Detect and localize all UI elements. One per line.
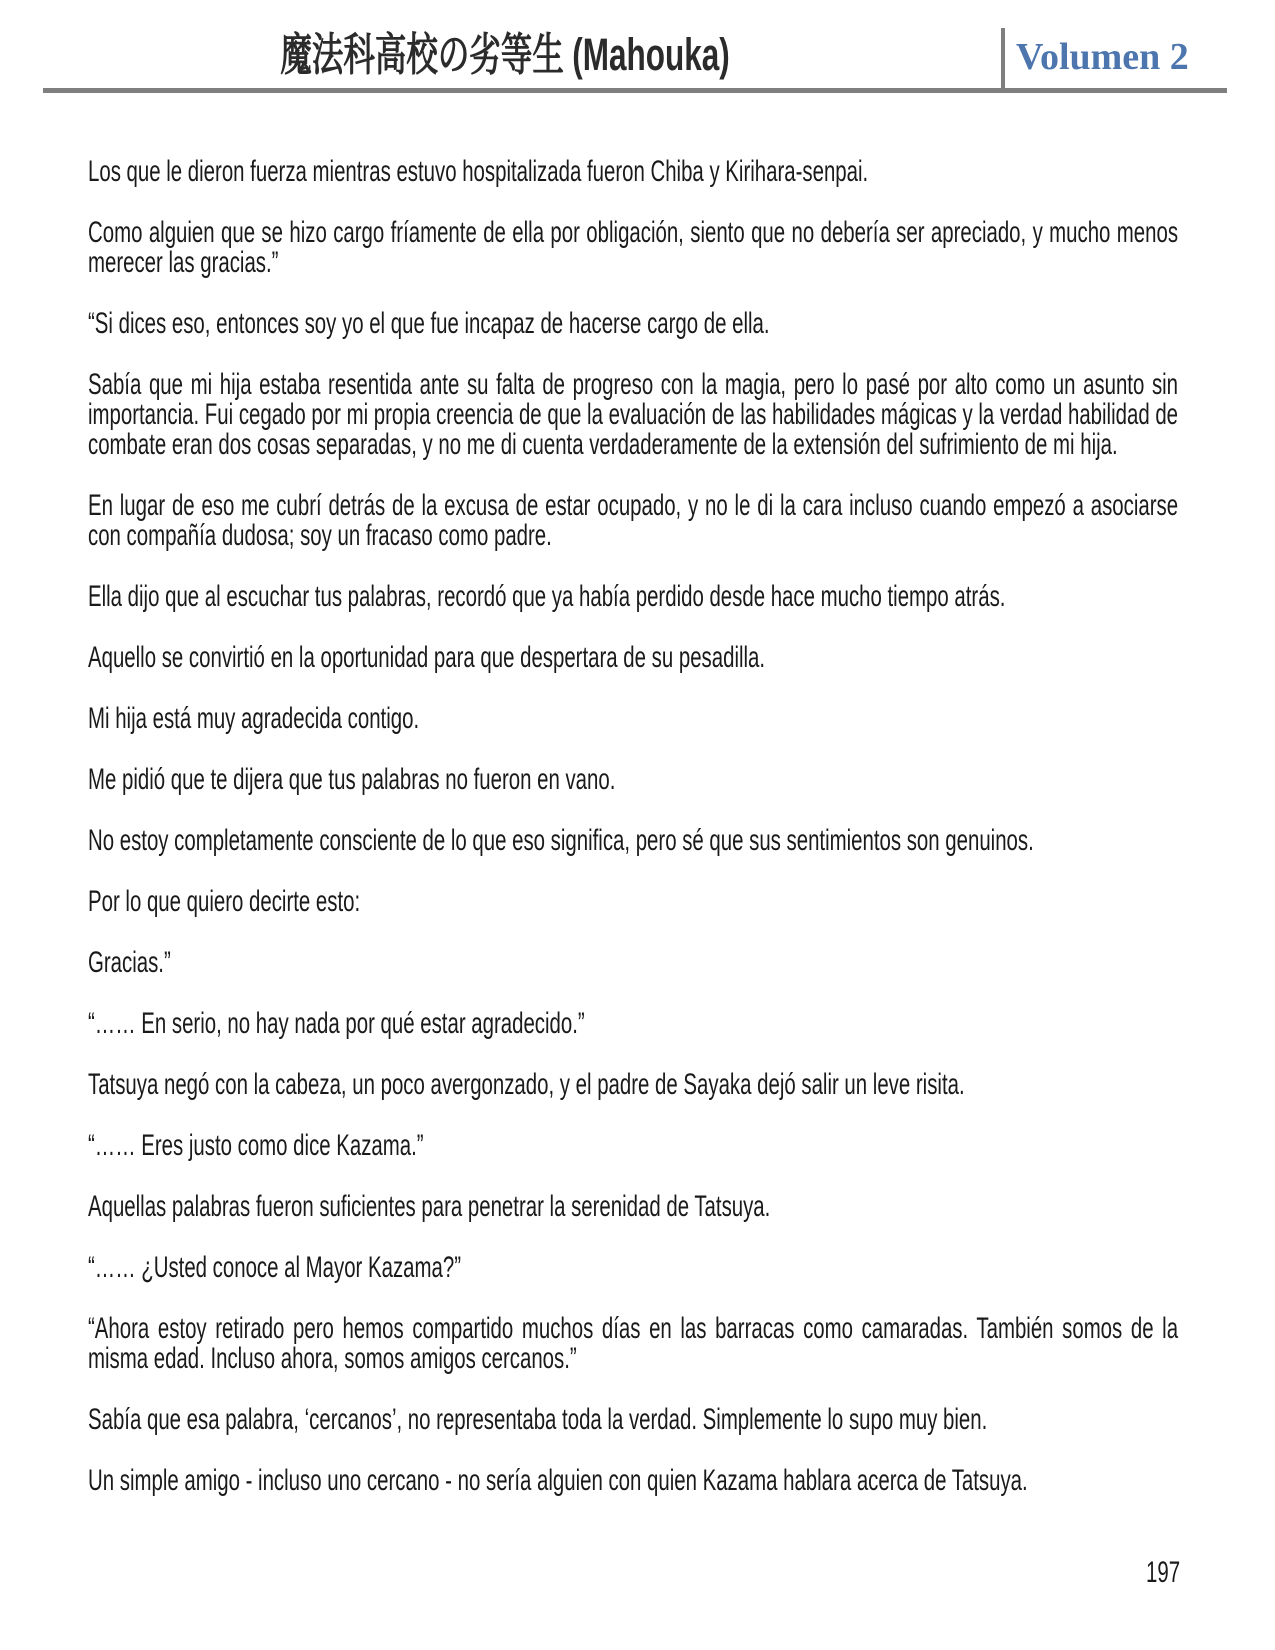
paragraph: Como alguien que se hizo cargo fríamente de ella por obligación, siento que no debería ser apreciado, y mucho menos merecer las gracias.”	[88, 216, 1179, 279]
paragraph: Aquellas palabras fueron suficientes para penetrar la serenidad de Tatsuya.	[88, 1190, 771, 1223]
paragraph: Los que le dieron fuerza mientras estuvo hospitalizada fueron Chiba y Kirihara-senpai.	[88, 155, 869, 188]
paragraph: “…… Eres justo como dice Kazama.”	[88, 1129, 424, 1162]
volume-label: Volumen 2	[1016, 36, 1189, 78]
paragraph: Tatsuya negó con la cabeza, un poco avergonzado, y el padre de Sayaka dejó salir un leve risita.	[88, 1068, 965, 1101]
title-romanized: (Mahouka)	[572, 29, 730, 80]
paragraph: “Ahora estoy retirado pero hemos compartido muchos días en las barracas como camaradas. También somos de la misma edad. Incluso ahora, somos amigos cercanos.”	[88, 1312, 1179, 1375]
paragraph: Aquello se convirtió en la oportunidad para que despertara de su pesadilla.	[88, 641, 766, 674]
page-body	[88, 157, 1178, 1527]
header-vertical-divider	[1001, 28, 1005, 93]
header-rule	[43, 88, 1227, 93]
paragraph: Mi hija está muy agradecida contigo.	[88, 702, 420, 735]
title-japanese: 魔法科高校の劣等生	[280, 29, 564, 80]
paragraph: No estoy completamente consciente de lo que eso significa, pero sé que sus sentimientos son genuinos.	[88, 824, 1034, 857]
paragraph: Por lo que quiero decirte esto:	[88, 885, 361, 918]
paragraph: Ella dijo que al escuchar tus palabras, recordó que ya había perdido desde hace mucho tiempo atrás.	[88, 580, 1006, 613]
page-title	[0, 29, 1010, 80]
paragraph: Sabía que esa palabra, ‘cercanos’, no representaba toda la verdad. Simplemente lo supo muy bien.	[88, 1403, 988, 1436]
paragraph: En lugar de eso me cubrí detrás de la excusa de estar ocupado, y no le di la cara incluso cuando empezó a asociarse con compañía dudosa; soy un fracaso como padre.	[88, 489, 1179, 552]
paragraph: Sabía que mi hija estaba resentida ante su falta de progreso con la magia, pero lo pasé por alto como un asunto sin importancia. Fui cegado por mi propia creencia de que la evaluación de las habilidades mágicas y la verdad habilidad de combate eran dos cosas separadas, y no me di cuenta verdaderamente de la extensión del sufrimiento de mi hija.	[88, 368, 1179, 461]
paragraph: Gracias.”	[88, 946, 171, 979]
paragraph: Me pidió que te dijera que tus palabras no fueron en vano.	[88, 763, 616, 796]
page-number: 197	[1146, 1556, 1181, 1589]
paragraph: Un simple amigo - incluso uno cercano - no sería alguien con quien Kazama hablara acerca de Tatsuya.	[88, 1464, 1028, 1497]
paragraph: “…… ¿Usted conoce al Mayor Kazama?”	[88, 1251, 462, 1284]
paragraph: “Si dices eso, entonces soy yo el que fue incapaz de hacerse cargo de ella.	[88, 307, 770, 340]
paragraph: “…… En serio, no hay nada por qué estar agradecido.”	[88, 1007, 585, 1040]
